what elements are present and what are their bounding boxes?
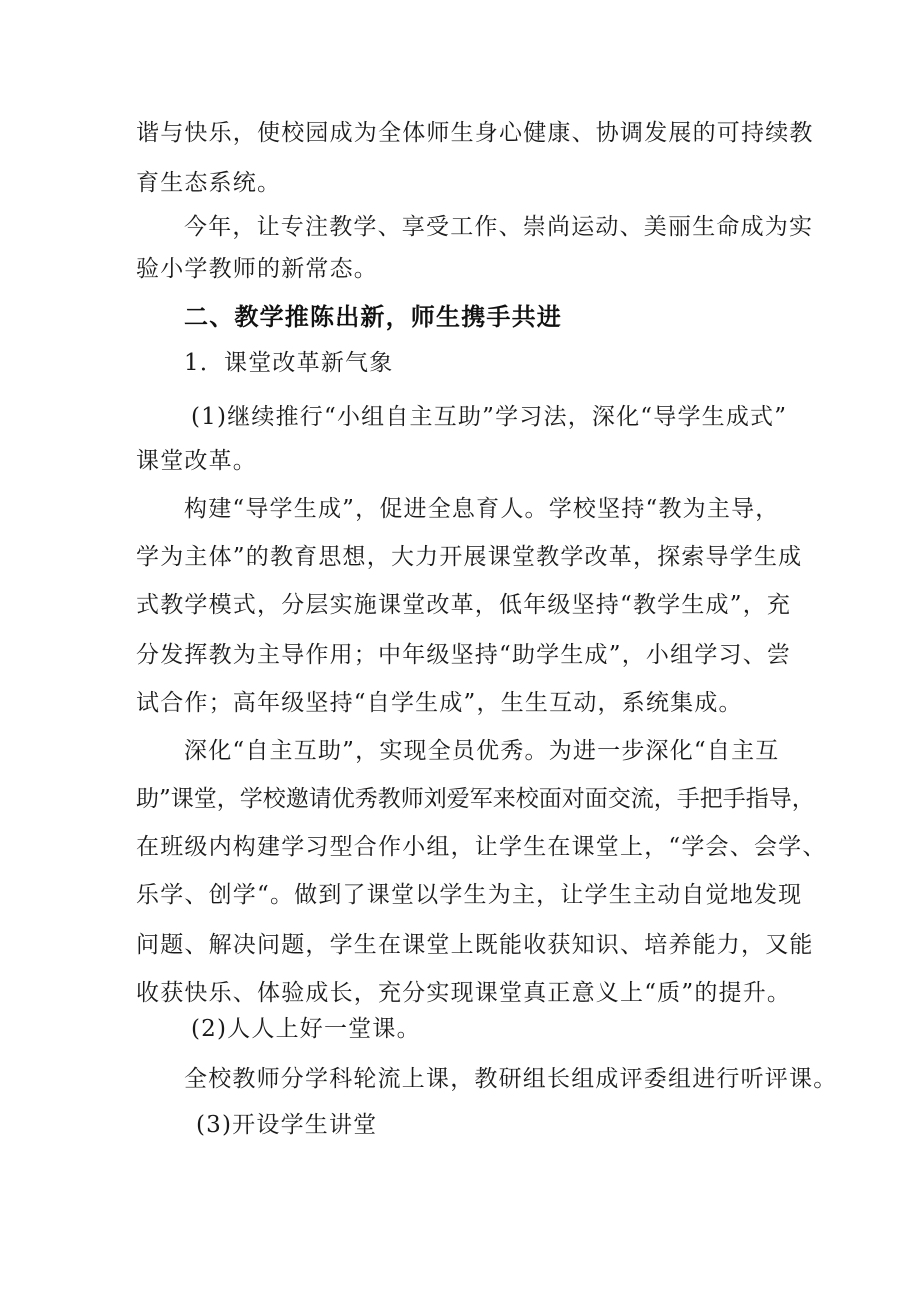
paragraph-line: 试合作；高年级坚持“自学生成”，生生互动，系统集成。: [136, 690, 743, 716]
paragraph-line: 育生态系统。: [136, 170, 282, 196]
paragraph-line: 式教学模式，分层实施课堂改革，低年级坚持“教学生成”，充: [136, 592, 792, 618]
paragraph-line: 问题、解决问题，学生在课堂上既能收获知识、培养能力，又能: [136, 932, 814, 958]
paragraph-line: 在班级内构建学习型合作小组，让学生在课堂上，“学会、会学、: [136, 834, 827, 860]
paragraph-line: 课堂改革。: [136, 448, 257, 474]
paragraph-line: 谐与快乐，使校园成为全体师生身心健康、协调发展的可持续教: [136, 120, 814, 146]
section-heading: 二、教学推陈出新，师生携手共进: [184, 303, 562, 331]
subsection-heading: 1．课堂改革新气象: [184, 350, 394, 376]
item-heading: (2)人人上好一堂课。: [191, 1016, 421, 1042]
item-heading: (1)继续推行“小组自主互助”学习法，深化“导学生成式”: [191, 404, 788, 430]
paragraph-line: 今年，让专注教学、享受工作、崇尚运动、美丽生命成为实: [184, 214, 814, 240]
paragraph-line: 分发挥教为主导作用；中年级坚持“助学生成”，小组学习、尝: [136, 642, 792, 668]
paragraph-line: 助”课堂，学校邀请优秀教师刘爱军来校面对面交流，手把手指导，: [136, 786, 815, 812]
item-heading: (3)开设学生讲堂: [196, 1112, 378, 1138]
paragraph-line: 构建“导学生成”，促进全息育人。学校坚持“教为主导，: [184, 496, 780, 522]
paragraph-line: 乐学、创学“。做到了课堂以学生为主，让学生主动自觉地发现: [136, 882, 803, 908]
paragraph-line: 全校教师分学科轮流上课，教研组长组成评委组进行听评课。: [184, 1066, 838, 1092]
paragraph-line: 验小学教师的新常态。: [136, 256, 378, 282]
paragraph-line: 深化“自主互助”，实现全员优秀。为进一步深化“自主互: [184, 738, 780, 764]
paragraph-line: 学为主体”的教育思想，大力开展课堂教学改革，探索导学生成: [136, 544, 803, 570]
paragraph-line: 收获快乐、体验成长，充分实现课堂真正意义上“质”的提升。: [136, 980, 792, 1006]
